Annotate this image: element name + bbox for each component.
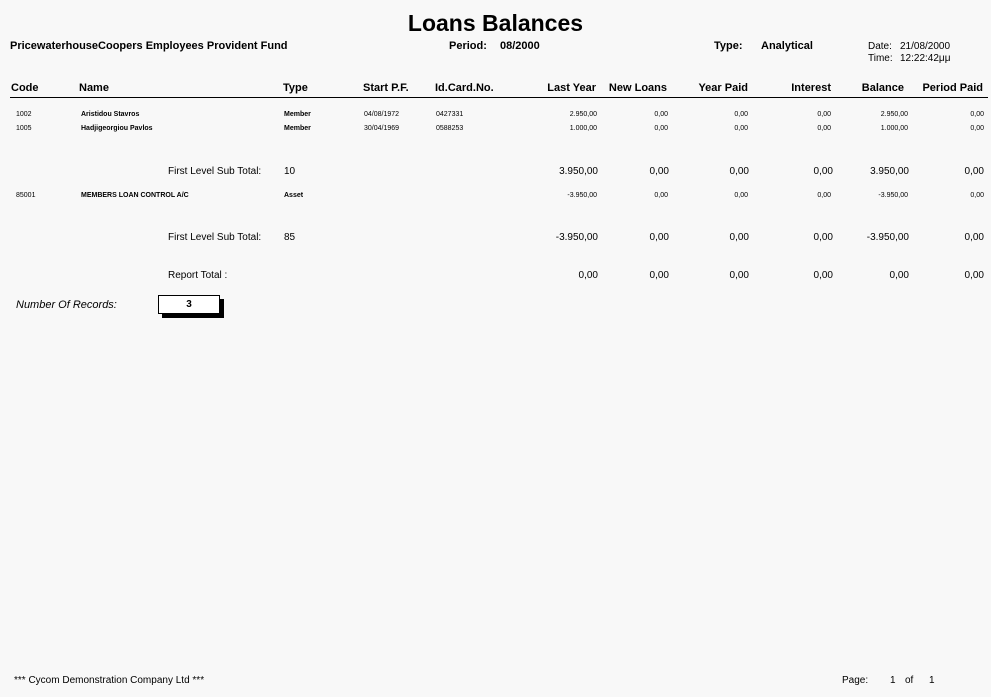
row-period-paid: 0,00: [970, 125, 984, 132]
row-interest: 0,00: [817, 192, 831, 199]
row-interest: 0,00: [817, 125, 831, 132]
row-last-year: 2.950,00: [569, 111, 597, 118]
subtotal-year-paid: 0,00: [729, 166, 749, 177]
footer-company: *** Cycom Demonstration Company Ltd ***: [14, 675, 205, 686]
date-label: Date:: [868, 41, 892, 52]
col-balance: Balance: [861, 82, 904, 94]
total-period-paid: 0,00: [964, 270, 984, 281]
time-value: 12:22:42μμ: [900, 53, 951, 64]
subtotal-new-loans: 0,00: [649, 166, 669, 177]
row-code: 85001: [16, 192, 36, 199]
row-interest: 0,00: [817, 111, 831, 118]
col-type: Type: [283, 82, 308, 94]
col-last-year: Last Year: [547, 82, 596, 94]
row-type: Asset: [284, 192, 304, 199]
col-interest: Interest: [791, 82, 831, 94]
records-count-box: 3: [158, 295, 220, 314]
col-period-paid: Period Paid: [922, 82, 983, 94]
row-last-year: 1.000,00: [569, 125, 597, 132]
date-value: 21/08/2000: [900, 41, 951, 52]
type-label: Type:: [714, 40, 743, 52]
row-period-paid: 0,00: [970, 192, 984, 199]
subtotal-period-paid: 0,00: [964, 166, 984, 177]
row-name: Aristidou Stavros: [81, 111, 140, 118]
row-name: Hadjigeorgiou Pavlos: [81, 125, 153, 132]
subtotal-group: 10: [284, 166, 296, 177]
subtotal-period-paid: 0,00: [964, 232, 984, 243]
row-balance: 2.950,00: [880, 111, 908, 118]
page-label: Page:: [842, 675, 869, 686]
subtotal-interest: 0,00: [813, 166, 833, 177]
col-idcard: Id.Card.No.: [435, 82, 494, 94]
subtotal-balance: -3.950,00: [866, 232, 909, 243]
total-interest: 0,00: [813, 270, 833, 281]
header-rule: [10, 97, 988, 98]
subtotal-new-loans: 0,00: [649, 232, 669, 243]
subtotal-last-year: 3.950,00: [559, 166, 598, 177]
subtotal-last-year: -3.950,00: [555, 232, 598, 243]
row-year-paid: 0,00: [734, 192, 748, 199]
col-name: Name: [79, 82, 109, 94]
row-period-paid: 0,00: [970, 111, 984, 118]
row-code: 1005: [16, 125, 32, 132]
period-label: Period:: [449, 40, 487, 52]
row-start: 30/04/1969: [364, 125, 400, 132]
col-code: Code: [11, 82, 39, 94]
row-new-loans: 0,00: [654, 111, 668, 118]
subtotal-label: First Level Sub Total:: [168, 166, 262, 177]
subtotal-interest: 0,00: [813, 232, 833, 243]
total-last-year: 0,00: [578, 270, 598, 281]
report-total-label: Report Total :: [168, 270, 228, 281]
row-year-paid: 0,00: [734, 111, 748, 118]
page-number: 1: [890, 675, 896, 686]
page-total: 1: [929, 675, 935, 686]
row-new-loans: 0,00: [654, 125, 668, 132]
row-code: 1002: [16, 111, 32, 118]
page-of-label: of: [905, 675, 914, 686]
col-start: Start P.F.: [363, 82, 409, 94]
row-type: Member: [284, 111, 311, 118]
row-name: MEMBERS LOAN CONTROL A/C: [81, 192, 189, 199]
row-start: 04/08/1972: [364, 111, 400, 118]
subtotal-group: 85: [284, 232, 296, 243]
total-new-loans: 0,00: [649, 270, 669, 281]
records-label: Number Of Records:: [16, 299, 117, 311]
type-value: Analytical: [761, 40, 813, 52]
row-type: Member: [284, 125, 311, 132]
row-year-paid: 0,00: [734, 125, 748, 132]
subtotal-year-paid: 0,00: [729, 232, 749, 243]
row-balance: -3.950,00: [878, 192, 908, 199]
total-year-paid: 0,00: [729, 270, 749, 281]
total-balance: 0,00: [889, 270, 909, 281]
row-last-year: -3.950,00: [567, 192, 597, 199]
company-name: PricewaterhouseCoopers Employees Provident Fund: [10, 40, 288, 52]
report-title: Loans Balances: [407, 10, 584, 36]
col-year-paid: Year Paid: [698, 82, 748, 94]
row-new-loans: 0,00: [654, 192, 668, 199]
subtotal-balance: 3.950,00: [870, 166, 909, 177]
period-value: 08/2000: [500, 40, 540, 52]
subtotal-label: First Level Sub Total:: [168, 232, 262, 243]
col-new-loans: New Loans: [608, 82, 667, 94]
time-label: Time:: [868, 53, 893, 64]
row-idcard: 0427331: [436, 111, 464, 118]
row-balance: 1.000,00: [880, 125, 908, 132]
row-idcard: 0588253: [436, 125, 464, 132]
